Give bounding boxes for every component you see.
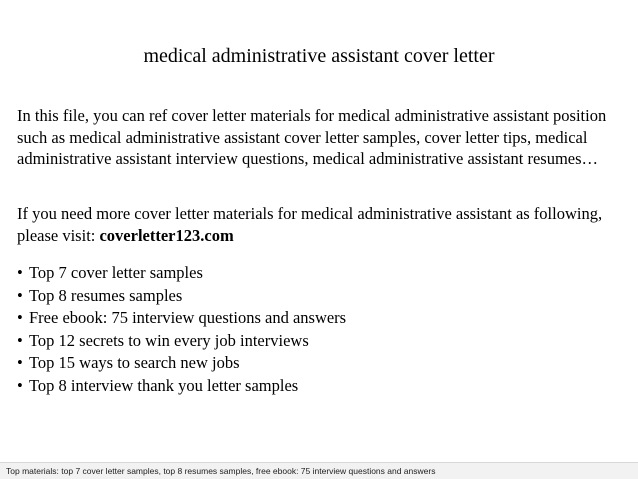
bullet-icon: • [17, 263, 23, 282]
list-item-label: Top 12 secrets to win every job interviews [29, 330, 309, 350]
bullet-icon: • [17, 353, 23, 372]
list-item-label: Top 15 ways to search new jobs [29, 353, 240, 372]
more-materials-paragraph [17, 203, 617, 246]
list-item [17, 330, 617, 353]
list-item [17, 285, 617, 308]
list-item-label: Top 7 cover letter samples [29, 263, 203, 282]
list-item [17, 307, 617, 330]
list-item-label: Top 8 interview thank you letter samples [29, 375, 299, 395]
materials-list [17, 262, 617, 397]
bullet-icon: • [17, 330, 23, 350]
more-materials-text: If you need more cover letter materials for medical administrative assistant as following, please visit: [17, 204, 603, 245]
list-item [17, 262, 617, 285]
list-item-label: Top 8 resumes samples [29, 285, 183, 305]
bullet-icon: • [17, 375, 23, 395]
bullet-icon: • [17, 308, 23, 327]
list-item-label: Free ebook: 75 interview questions and answers [29, 308, 347, 327]
page-title: medical administrative assistant cover letter [143, 45, 495, 67]
coverletter-link[interactable]: coverletter123.com [99, 225, 234, 245]
list-item [17, 375, 617, 398]
footer-text: Top materials: top 7 cover letter samples, top 8 resumes samples, free ebook: 75 interview questions and answers [6, 466, 436, 476]
bullet-icon: • [17, 285, 23, 305]
list-item [17, 352, 617, 375]
intro-paragraph: In this file, you can ref cover letter materials for medical administrative assistant position such as medical administrative assistant cover letter samples, cover letter tips, medical administrative assistant interview questions, medical administrative assistant resumes… [17, 106, 607, 168]
footer-bar [0, 462, 638, 479]
